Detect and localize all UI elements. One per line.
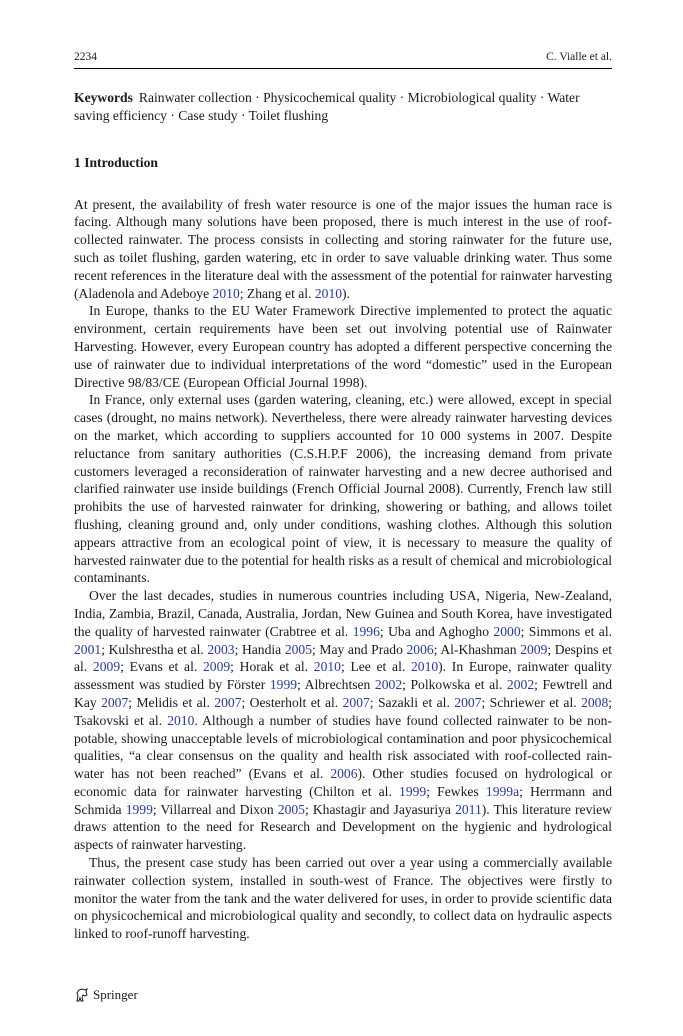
citation-link[interactable]: 1996 bbox=[352, 623, 380, 639]
citation-link[interactable]: 2007 bbox=[214, 694, 242, 710]
citation-link[interactable]: 1999 bbox=[269, 677, 298, 693]
paragraph: At present, the availability of fresh water resource is one of the major issues the human race is facing. Although many solutions have been proposed, there is much interest in the use of roof-collected rainwater. The process consists in collecting and storing rainwater for the future use, such as toilet flushing, garden watering, etc in order to save valuable drinking water. Thus some recent references in the literature deal with the assessment of the potential for rainwater harvesting (Aladenola and Adeboye 2010; Zhang et al. 2010). bbox=[74, 196, 612, 301]
introduction-body bbox=[74, 196, 612, 943]
citation-link[interactable]: 2010 bbox=[410, 659, 439, 675]
citation-link[interactable]: 2007 bbox=[454, 694, 482, 710]
keywords-text: Rainwater collection · Physicochemical quality · Microbiological quality · Water saving efficiency · Case study · Toilet flushing bbox=[74, 90, 580, 123]
publisher-name: Springer bbox=[93, 987, 138, 1002]
paper-page bbox=[74, 50, 612, 943]
citation-link[interactable]: 2002 bbox=[374, 677, 403, 693]
citation-link[interactable]: 2007 bbox=[101, 694, 129, 710]
citation-link[interactable]: 1999a bbox=[485, 783, 520, 799]
keywords-label: Keywords bbox=[74, 90, 133, 105]
citation-link[interactable]: 2009 bbox=[92, 659, 121, 675]
running-authors: C. Vialle et al. bbox=[546, 51, 612, 63]
citation-link[interactable]: 2002 bbox=[506, 677, 535, 693]
citation-link[interactable]: 2010 bbox=[314, 285, 343, 301]
paragraph: Over the last decades, studies in numerous countries including USA, Nigeria, New-Zealand, India, Zambia, Brazil, Canada, Australia, Jordan, New Guinea and South Korea, have investigated the quality of harvested rainwater (Crabtree et al. 1996; Uba and Aghogho 2000; Simmons et al. 2001; Kulshrestha et al. 2003; Handia 2005; May and Prado 2006; Al-Khashman 2009; Despins et al. 2009; Evans et al. 2009; Horak et al. 2010; Lee et al. 2010). In Europe, rainwater quality assessment was studied by Förster 1999; Albrechtsen 2002; Polkowska et al. 2002; Fewtrell and Kay 2007; Melidis et al. 2007; Oesterholt et al. 2007; Sazakli et al. 2007; Schriewer et al. 2008; Tsakovski et al. 2010. Although a number of studies have found collected rainwater to be non-potable, showing unacceptable levels of microbiological contamination and poor physicochemical qualities, “a clear consensus on the quality and health risk associated with roof-collected rain-water has not been reached” (Evans et al. 2006). Other studies focused on hydrological or economic data for rainwater harvesting (Chilton et al. 1999; Fewkes 1999a; Herrmann and Schmida 1999; Villarreal and Dixon 2005; Khastagir and Jayasuriya 2011). This literature review draws attention to the need for Research and Development on the hygienic and hydrological aspects of rainwater harvesting. bbox=[74, 588, 613, 853]
citation-link[interactable]: 2009 bbox=[202, 659, 231, 675]
page-number: 2234 bbox=[74, 51, 97, 63]
citation-link[interactable]: 2006 bbox=[406, 641, 434, 657]
citation-link[interactable]: 1999 bbox=[125, 801, 153, 817]
page-footer bbox=[74, 987, 138, 1003]
citation-link[interactable]: 2009 bbox=[520, 641, 548, 657]
paragraph: In France, only external uses (garden watering, cleaning, etc.) were allowed, except in special cases (drought, no mains network). Nevertheless, there were already rainwater harvesting devices on the market, which according to suppliers accounted for 10 000 systems in 2007. Despite reluctance from sanitary authorities (C.S.H.P.F 2006), the increasing demand from private customers leveraged a reconsideration of rainwater harvesting and a new decree authorised and clarified rainwater use inside buildings (French Official Journal 2008). Currently, French law still prohibits the use of harvested rainwater for drinking, showering or bathing, and allows toilet flushing, cleaning ground and, only under conditions, washing clothes. Although this solution appears attractive from an ecological point of view, it is necessary to measure the quality of harvested rainwater due to the potential for health risks as a result of chemical and microbiological contaminants. bbox=[74, 392, 612, 586]
paragraph: Thus, the present case study has been carried out over a year using a commercially available rainwater collection system, installed in south-west of France. The objectives were firstly to monitor the water from the tank and the water delivered for uses, in order to provide scientific data on physicochemical and microbiological quality and secondly, to collect data on hydraulic aspects linked to roof-runoff harvesting. bbox=[74, 855, 612, 942]
citation-link[interactable]: 2005 bbox=[284, 641, 313, 657]
springer-horse-icon bbox=[74, 987, 90, 1003]
running-header bbox=[74, 50, 612, 69]
keywords-block bbox=[74, 89, 612, 125]
section-title: 1 Introduction bbox=[74, 154, 158, 170]
citation-link[interactable]: 2006 bbox=[330, 766, 358, 782]
citation-link[interactable]: 2007 bbox=[342, 694, 370, 710]
citation-link[interactable]: 2010 bbox=[212, 285, 240, 301]
citation-link[interactable]: 2008 bbox=[581, 694, 609, 710]
citation-link[interactable]: 2011 bbox=[455, 801, 482, 817]
citation-link[interactable]: 2001 bbox=[74, 641, 102, 657]
citation-link[interactable]: 2010 bbox=[313, 659, 341, 675]
citation-link[interactable]: 2003 bbox=[207, 641, 235, 657]
citation-link[interactable]: 1999 bbox=[399, 783, 427, 799]
citation-link[interactable]: 2005 bbox=[277, 801, 305, 817]
paragraph: In Europe, thanks to the EU Water Framework Directive implemented to protect the aquatic environment, certain requirements have been set out involving potential use of Rainwater Harvesting. However, every European country has adopted a different perspective concerning the use of rainwater due to individual interpretations of the word “domestic” used in the European Directive 98/83/CE (European Official Journal 1998). bbox=[74, 303, 612, 390]
citation-link[interactable]: 2010 bbox=[167, 712, 195, 728]
citation-link[interactable]: 2000 bbox=[493, 623, 521, 639]
